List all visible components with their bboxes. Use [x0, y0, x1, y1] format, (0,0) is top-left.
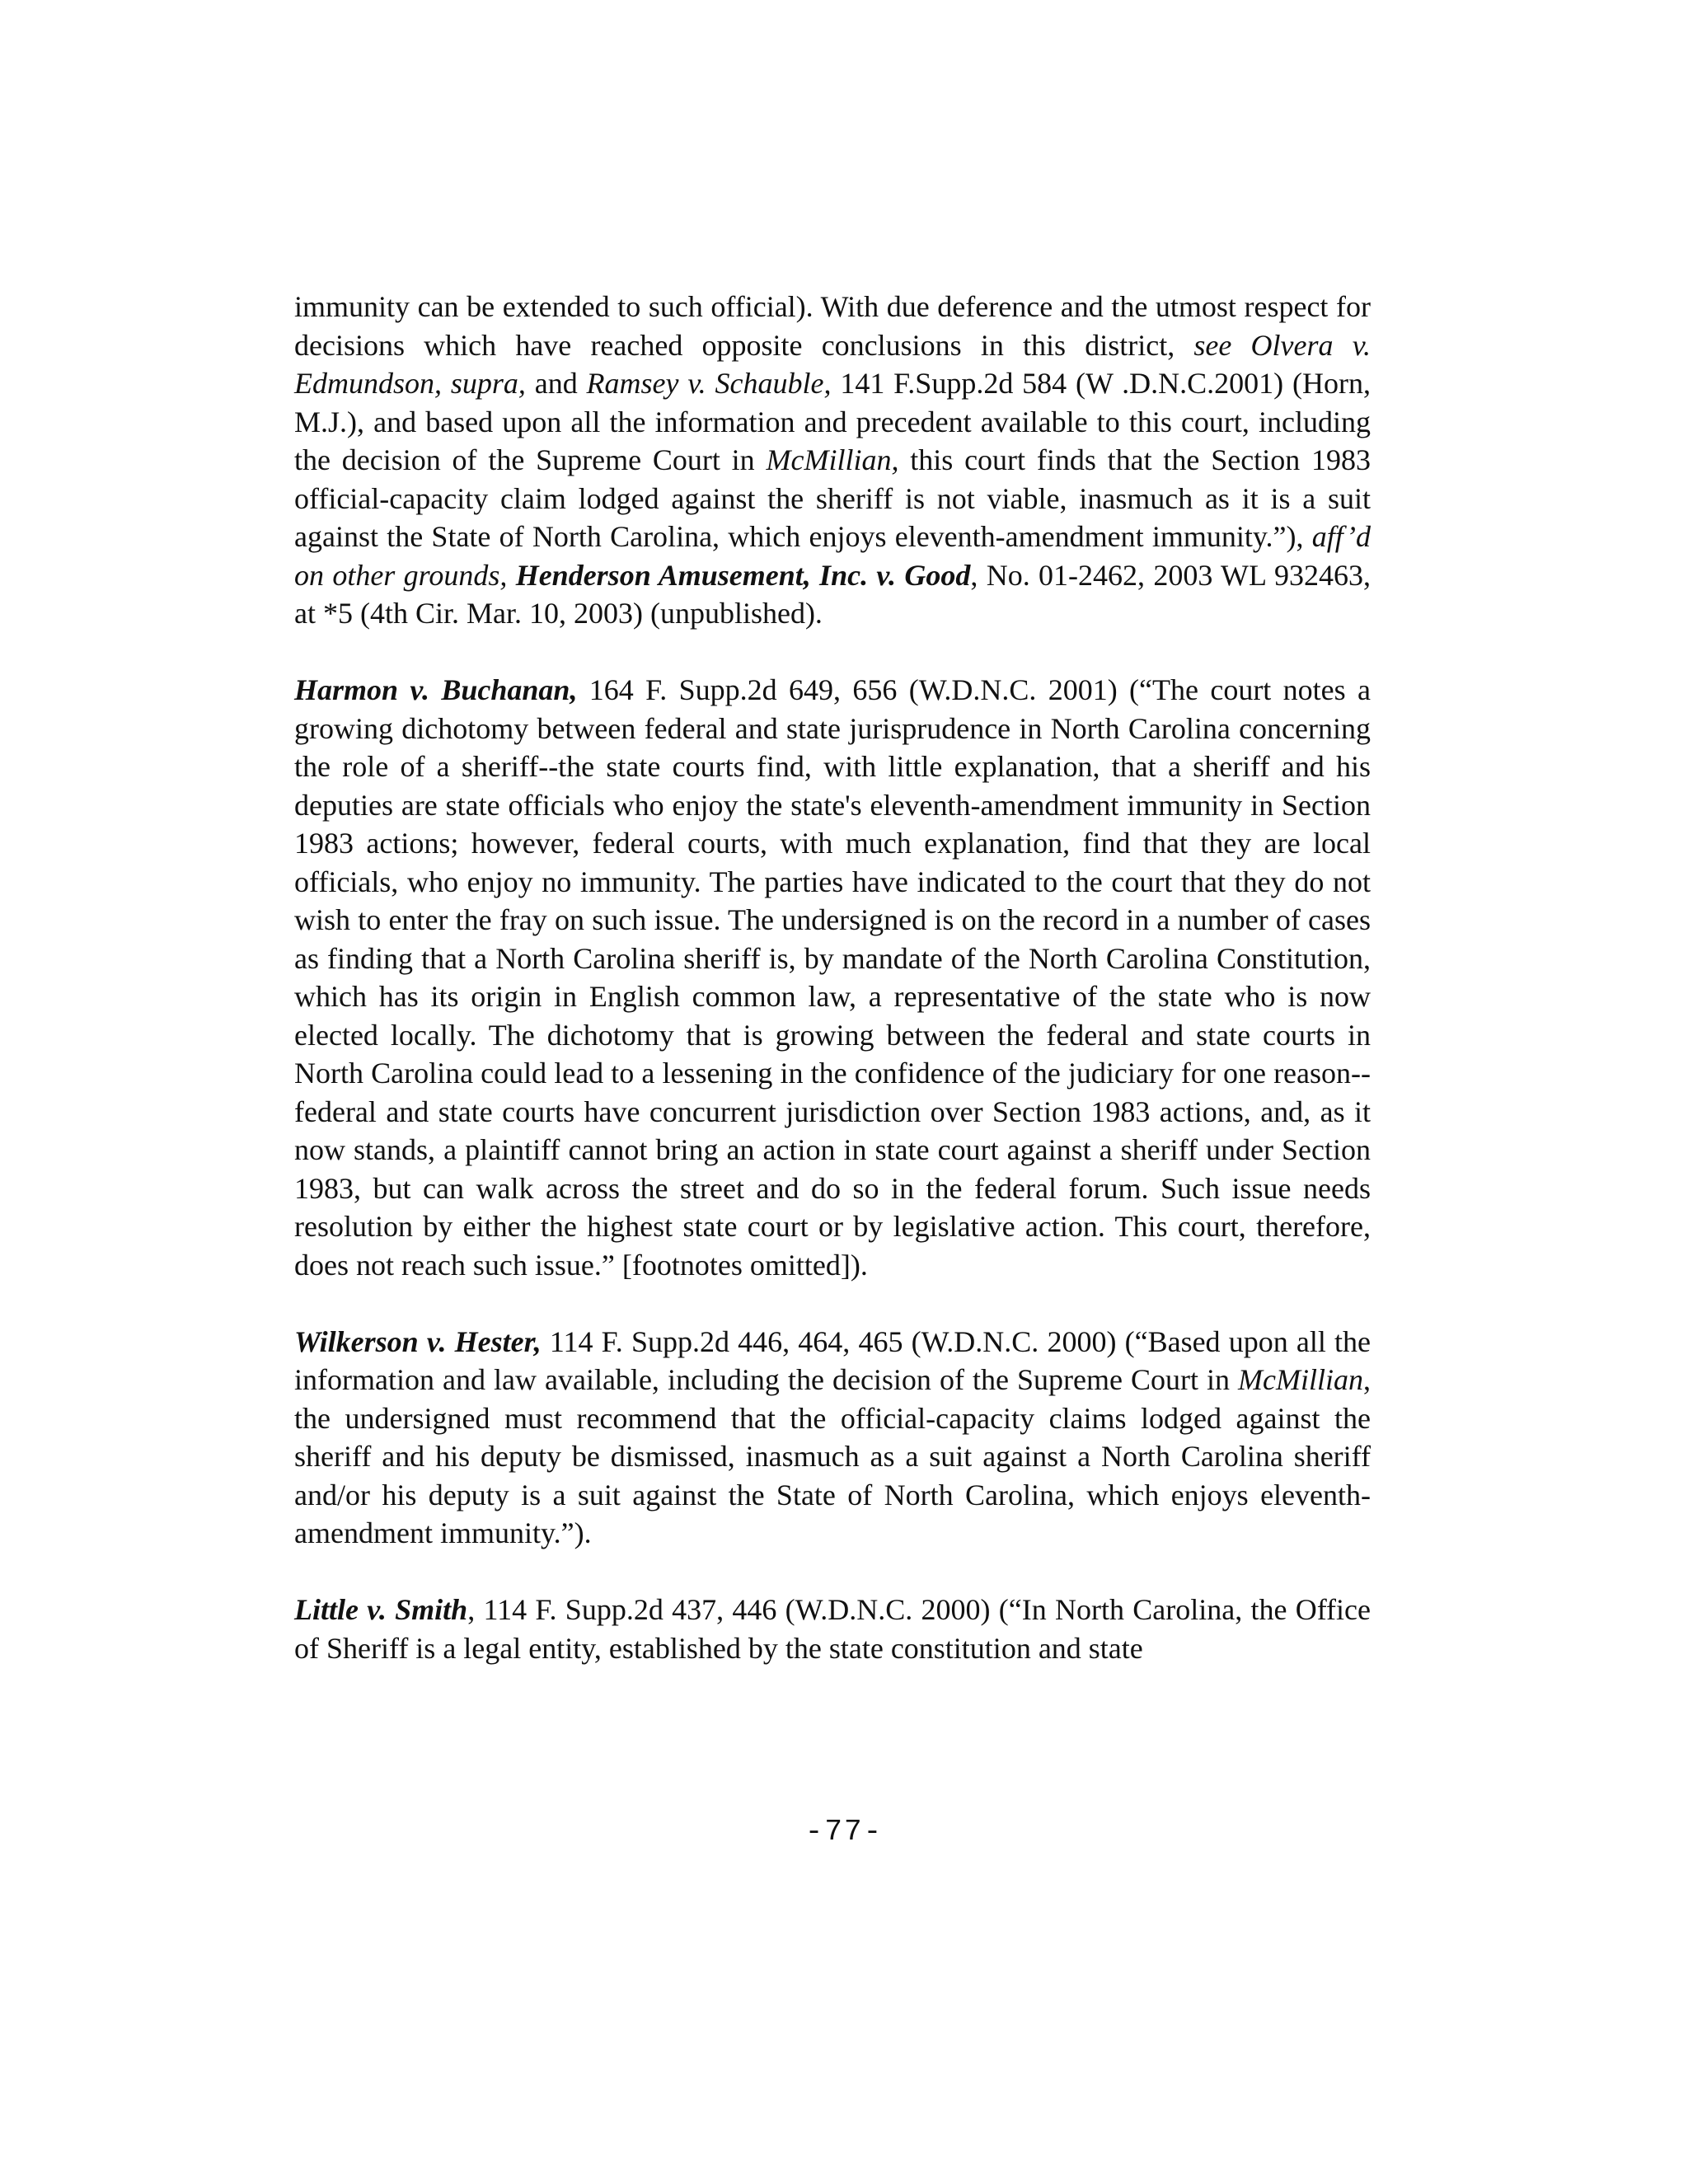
text-run: , No. 01-2462, 2003 WL 932463, at *5 (4th Cir. Mar. 10, 2003) (unpublished). [294, 558, 1371, 630]
page-number: -77- [804, 1815, 884, 1849]
case-name-henderson: Henderson Amusement, Inc. v. Good [515, 558, 971, 592]
text-run: 114 F. Supp.2d 446, 464, 465 (W.D.N.C. 2000) (“Based upon all the information and law available, including the decision of the Supreme Court in [294, 1324, 1372, 1396]
text-run: , the undersigned must recommend that the official-capacity claims lodged against the sheriff and his deputy be dismissed, inasmuch as a suit against a North Carolina sheriff and/or his deputy is a suit against the State of North Carolina, which enjoys eleventh- amendment immunity.”). [294, 1363, 1371, 1549]
text-run [1231, 329, 1250, 362]
text-run: 164 F. Supp.2d 649, 656 (W.D.N.C. 2001) (“The court notes a growing dichotomy between federal and state jurisprudence in North Carolina concerning the role of a sheriff--the state courts find, with little explanation, that a sheriff and his deputies are state officials who enjoy the state's eleventh-amendment immunity in Section 1983 actions; however, federal courts, with much explanation, find that they are local officials, who enjoy no immunity. The parties have indicated to the court that they do not wish to enter the fray on such issue. The undersigned is on the record in a number of cases as finding that a North Carolina sheriff is, by mandate of the North Carolina Constitution, which has its origin in English common law, a representative of the state who is now elected locally. The dichotomy that is growing between the federal and state courts in North Carolina could lead to a lessening in the confidence of the judiciary for one reason--federal and state courts have concurrent jurisdiction over Section 1983 actions, and, as it now stands, a plaintiff cannot bring an action in state court against a sheriff under Section 1983, but can walk across the street and do so in the federal forum. Such issue needs resolution by either the highest state court or by legislative action. This court, therefore, does not reach such issue.” [footnotes omitted]). [294, 673, 1371, 1282]
document-body [294, 288, 1371, 1667]
paragraph-little [294, 1591, 1371, 1667]
case-name-wilkerson: Wilkerson v. Hester, [294, 1324, 542, 1358]
text-run: immunity can be extended to such official). With due deference and the utmost respect for decisions which have reached opposite conclusions in this district, [294, 290, 1371, 362]
signal-see: see [1193, 328, 1232, 362]
text-run: and [525, 367, 587, 400]
text-run: this court finds that the Section 1983 official-capacity claim lodged against the sheriff is not viable, inasmuch as it is a suit against the State of North Carolina, which enjoys eleventh-amendment immunity.”), [294, 443, 1371, 553]
case-name-harmon: Harmon v. Buchanan, [294, 673, 578, 706]
text-run [507, 559, 515, 592]
case-name-olvera: Olvera v. Edmundson, supra, [294, 328, 1371, 400]
paragraph-continuation [294, 288, 1371, 633]
case-name-little: Little v. Smith [294, 1593, 468, 1626]
case-name-ramsey: Ramsey v. Schauble, [586, 367, 832, 400]
text-run: , 114 F. Supp.2d 437, 446 (W.D.N.C. 2000) (“In North Carolina, the Office of Sheriff is a legal entity, established by the state constitution and state [294, 1593, 1372, 1665]
paragraph-harmon [294, 671, 1371, 1284]
subsequent-history: aff’d on other grounds, [294, 520, 1371, 592]
text-run: 141 F.Supp.2d 584 (W .D.N.C.2001) (Horn, M.J.), and based upon all the information and precedent available to this court, including the decision of the Supreme Court in [294, 367, 1371, 476]
case-name-mcmillian: McMillian, [766, 443, 899, 476]
case-name-mcmillian: McMillian [1238, 1363, 1363, 1396]
paragraph-wilkerson [294, 1323, 1371, 1553]
